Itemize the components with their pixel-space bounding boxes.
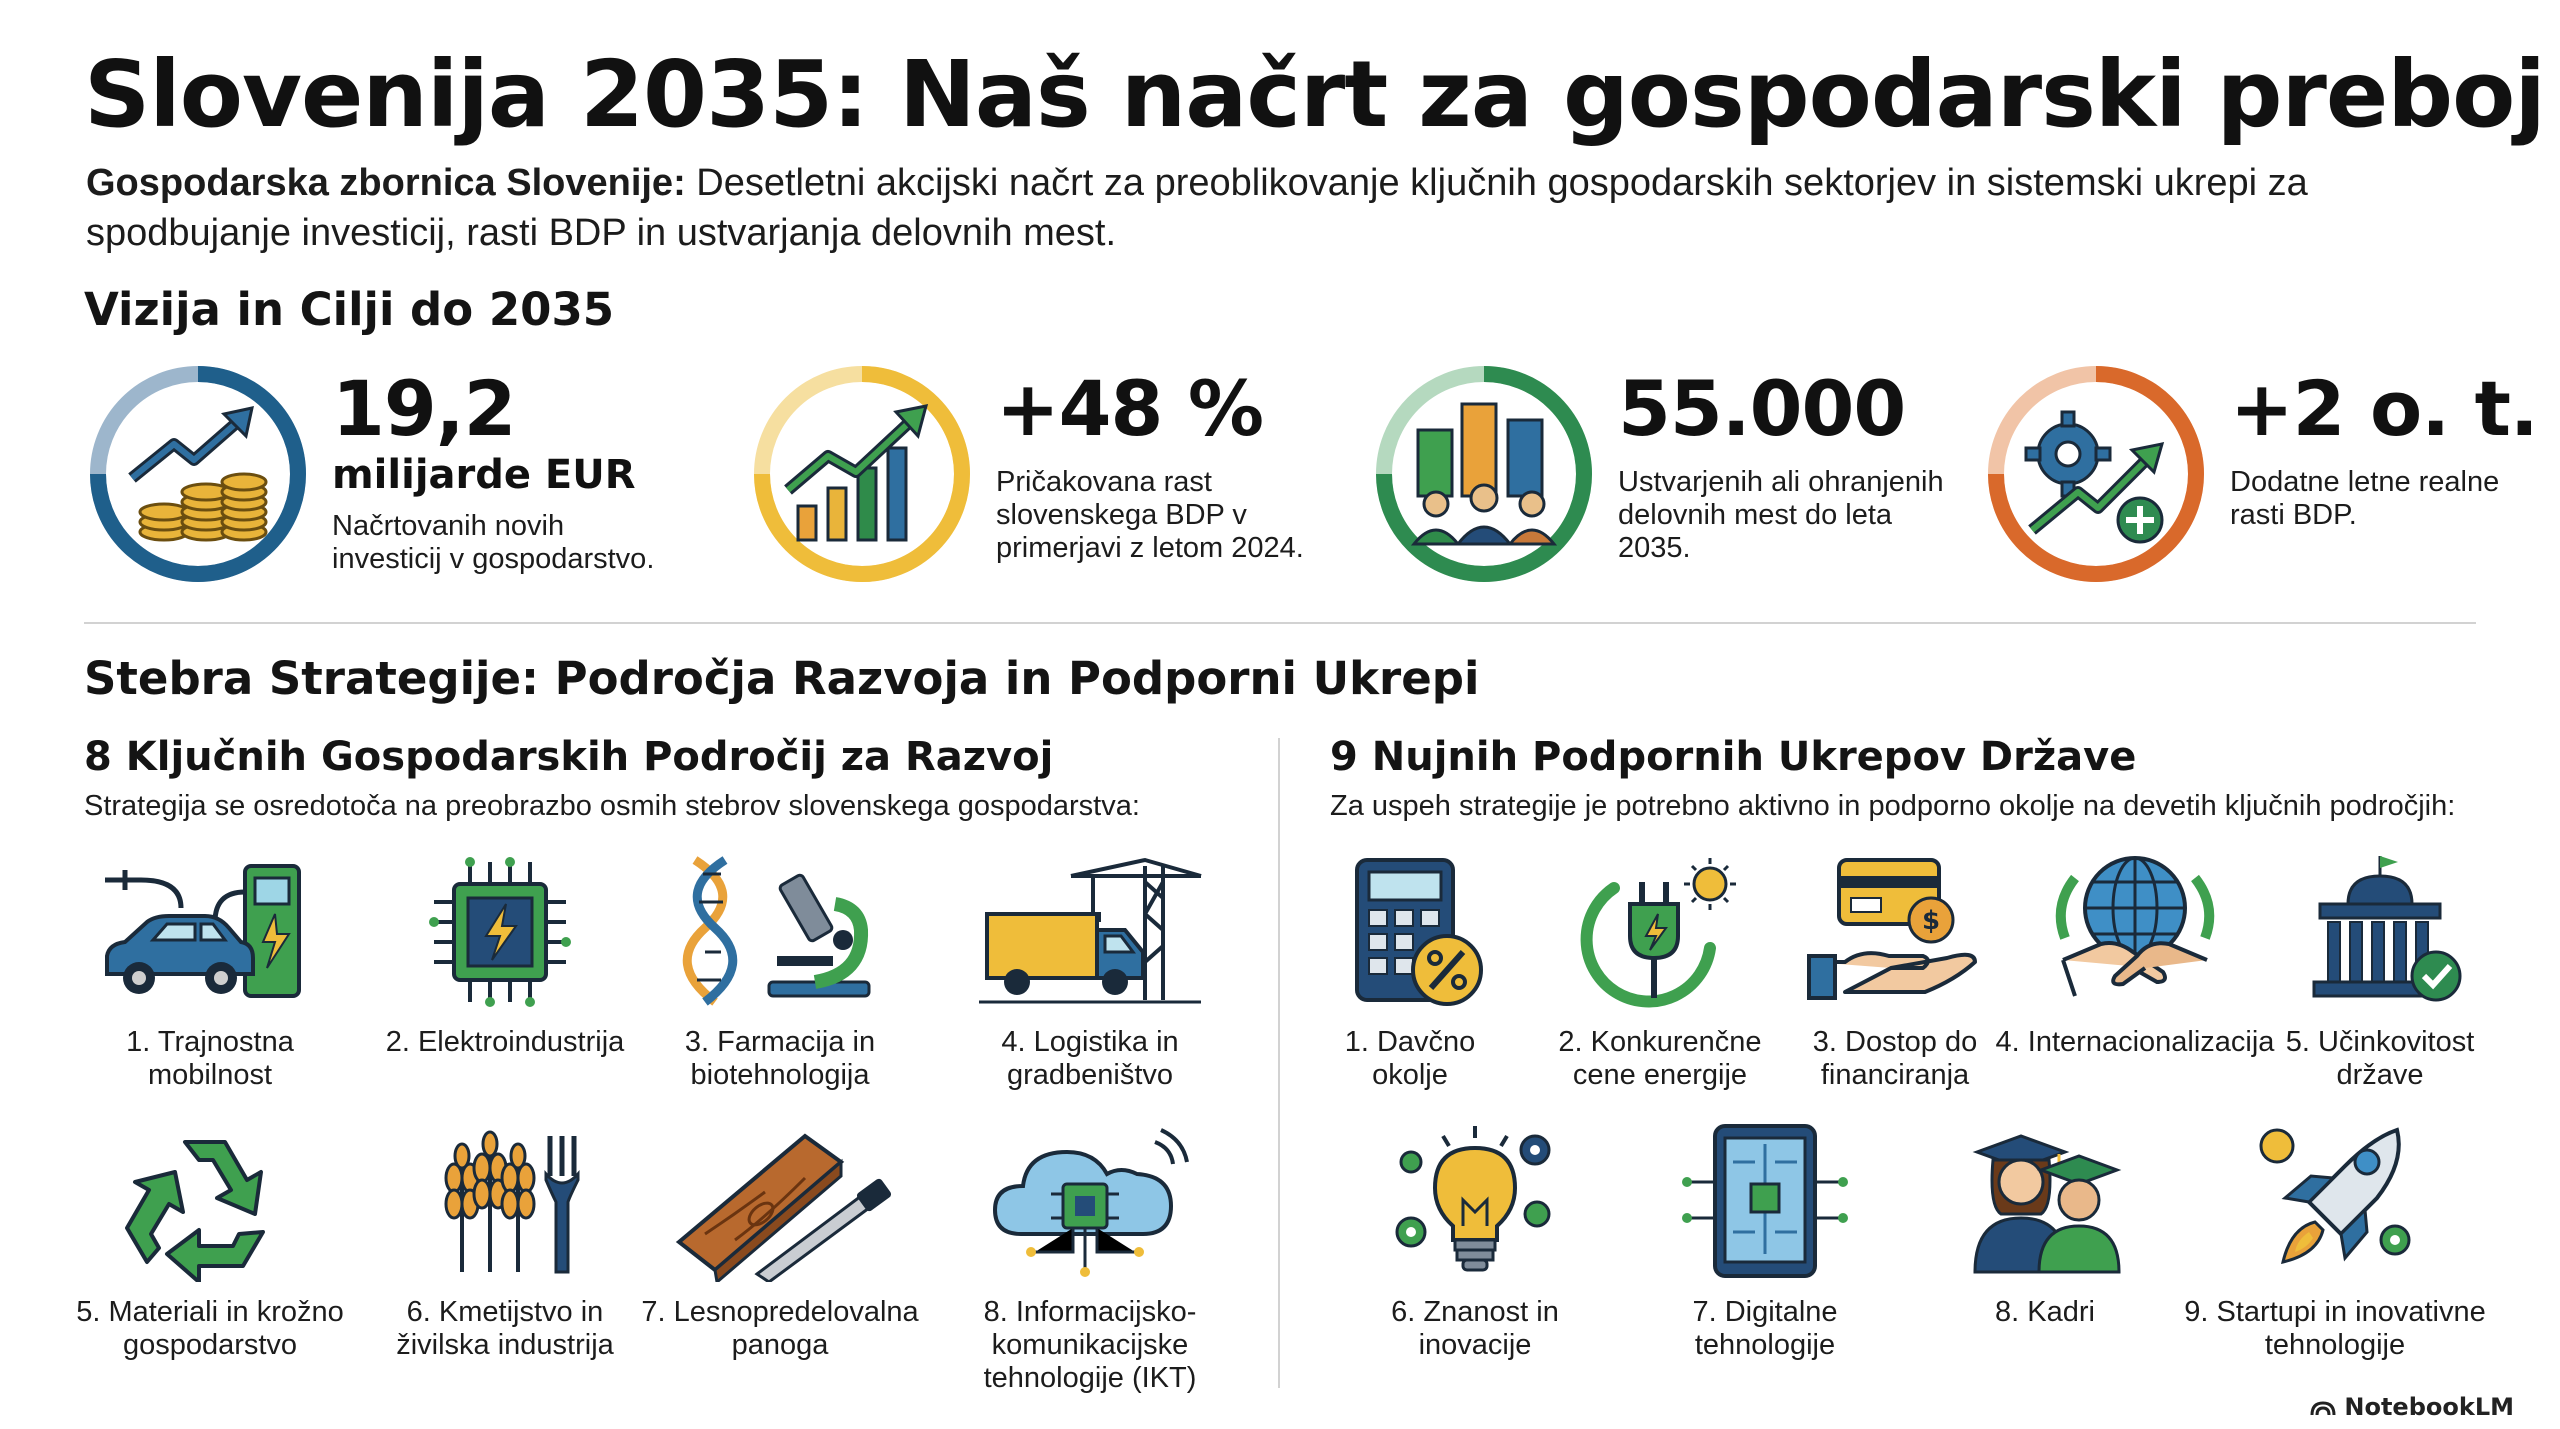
section-divider [84, 622, 2476, 624]
measure-label: 9. Startupi in inovativne tehnologije [2184, 1296, 2486, 1361]
area-item-agriculture [355, 1122, 655, 1362]
workforce-city-icon [1370, 360, 1598, 588]
bar-chart-growth-icon [748, 360, 976, 588]
notebooklm-logo-icon [2310, 1399, 2336, 1417]
pillars-heading: Stebra Strategije: Področja Razvoja in Podporni Ukrepi [84, 652, 1480, 705]
areas-heading: 8 Ključnih Gospodarskih Področij za Razvoj [84, 734, 1054, 780]
kpi-3-desc: Ustvarjenih ali ohranjenih delovnih mest do leta 2035. [1618, 466, 1944, 564]
microchip-lightning-icon [390, 852, 620, 1012]
area-item-logistics [940, 852, 1240, 1092]
calculator-percent-icon [1325, 852, 1495, 1012]
area-label: 5. Materiali in krožno gospodarstvo [76, 1296, 344, 1361]
area-item-ict [940, 1122, 1240, 1395]
page-title: Slovenija 2035: Naš načrt za gospodarski preboj [84, 41, 2545, 148]
kpi-1-unit: milijarde EUR [332, 452, 636, 498]
measure-label: 5. Učinkovitost države [2285, 1026, 2475, 1091]
measure-label: 2. Konkurenčne cene energije [1558, 1026, 1762, 1091]
footer-brand-label: NotebookLM [2344, 1393, 2514, 1421]
measure-item-energy [1540, 852, 1780, 1092]
area-label: 2. Elektroindustrija [385, 1026, 625, 1058]
areas-desc: Strategija se osredotoča na preobrazbo osmih stebrov slovenskega gospodarstva: [84, 790, 1140, 822]
page-subtitle [86, 158, 2426, 258]
cloud-chip-icon [975, 1122, 1205, 1282]
measure-label: 1. Davčno okolje [1344, 1026, 1476, 1091]
rocket-icon [2245, 1122, 2425, 1282]
measure-item-science [1380, 1122, 1570, 1362]
measure-label: 7. Digitalne tehnologije [1692, 1296, 1838, 1361]
recycle-icon [95, 1122, 325, 1282]
area-label: 1. Trajnostna mobilnost [126, 1026, 294, 1091]
kpi-1-desc: Načrtovanih novih investicij v gospodarstvo. [332, 510, 655, 575]
area-label: 3. Farmacija in biotehnologija [684, 1026, 876, 1091]
area-item-wood [630, 1122, 930, 1362]
kpi-2-value: +48 % [996, 364, 1264, 453]
measure-item-talent [1950, 1122, 2140, 1329]
kpi-4-value: +2 o. t. [2230, 364, 2538, 453]
subtitle-text: Desetletni akcijski načrt za preoblikovanje ključnih gospodarskih sektorjev in sistemski ukrepi za spodbujanje investicij, rasti BDP in ustvarjanja delovnih mest. [86, 162, 2308, 254]
column-divider [1278, 738, 1280, 1388]
measure-label: 6. Znanost in inovacije [1391, 1296, 1559, 1361]
coins-growth-icon [84, 360, 312, 588]
kpi-1-value: 19,2 [332, 364, 516, 453]
measure-item-startups [2170, 1122, 2500, 1362]
gear-growth-icon [1982, 360, 2210, 588]
svg-text:$: $ [1921, 906, 1941, 936]
kpi-3-value: 55.000 [1618, 364, 1906, 453]
truck-crane-icon [975, 852, 1205, 1012]
measure-label: 4. Internacionalizacija [1995, 1026, 2275, 1058]
globe-handshake-icon [2045, 852, 2225, 1012]
area-label: 6. Kmetijstvo in živilska industrija [396, 1296, 614, 1361]
measure-item-tax [1310, 852, 1510, 1092]
area-item-pharma [630, 852, 930, 1092]
dna-microscope-icon [665, 852, 895, 1012]
plug-sun-icon [1570, 852, 1750, 1012]
card-hand-coin-icon [1805, 852, 1985, 1012]
measure-item-digital [1665, 1122, 1865, 1362]
measure-label: 3. Dostop do financiranja [1812, 1026, 1978, 1091]
subtitle-lead: Gospodarska zbornica Slovenije: [86, 162, 686, 204]
kpi-4-desc: Dodatne letne realne rasti BDP. [2230, 466, 2500, 531]
wood-saw-icon [665, 1122, 895, 1282]
lightbulb-gears-icon [1385, 1122, 1565, 1282]
measure-label: 8. Kadri [1995, 1296, 2095, 1328]
government-building-check-icon [2290, 852, 2470, 1012]
electric-car-charger-icon [95, 852, 325, 1012]
area-item-mobility [60, 852, 360, 1092]
area-label: 8. Informacijsko- komunikacijske tehnologije (IKT) [983, 1296, 1197, 1394]
area-item-electro [355, 852, 655, 1059]
measures-heading: 9 Nujnih Podpornih Ukrepov Države [1330, 734, 2137, 780]
measure-item-international [1990, 852, 2280, 1059]
tablet-chip-icon [1675, 1122, 1855, 1282]
area-item-materials [60, 1122, 360, 1362]
kpi-2-desc: Pričakovana rast slovenskega BDP v primerjavi z letom 2024. [996, 466, 1304, 564]
vision-heading: Vizija in Cilji do 2035 [84, 283, 615, 336]
graduates-icon [1955, 1122, 2135, 1282]
area-label: 4. Logistika in gradbeništvo [1001, 1026, 1179, 1091]
footer-brand [2310, 1393, 2514, 1421]
measures-desc: Za uspeh strategije je potrebno aktivno in podporno okolje na devetih ključnih področjih: [1330, 790, 2456, 822]
measure-item-financing [1790, 852, 2000, 1092]
measure-item-state [2280, 852, 2480, 1092]
wheat-fork-icon [390, 1122, 620, 1282]
area-label: 7. Lesnopredelovalna panoga [641, 1296, 919, 1361]
